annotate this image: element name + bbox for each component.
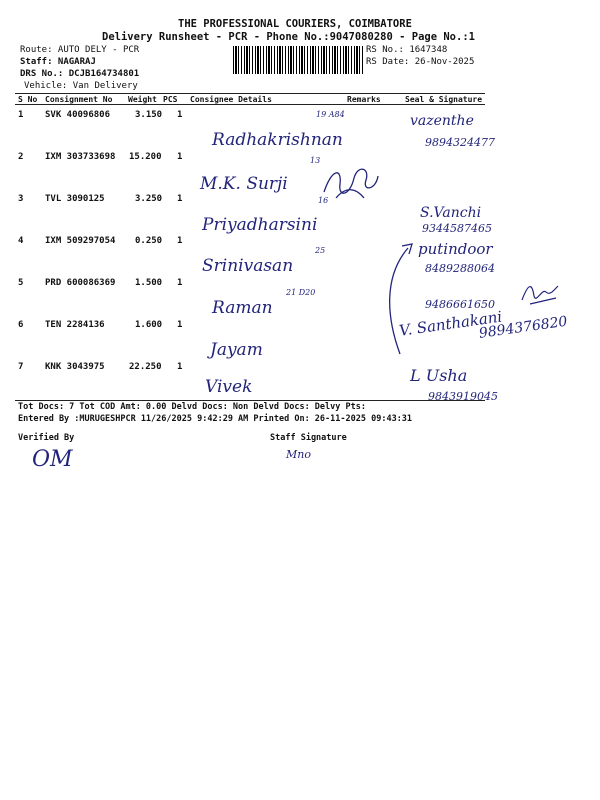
row-consignment: SVK 40096806 [45, 110, 111, 120]
staff-name: Staff: NAGARAJ [20, 57, 96, 67]
row-consignment: IXM 509297054 [45, 236, 116, 246]
row-weight: 22.250 [129, 362, 162, 372]
consignee-handwriting: M.K. Surji [200, 174, 288, 194]
phone-handwriting: 8489288064 [425, 262, 495, 275]
consignee-handwriting: Jayam [210, 340, 263, 360]
consignee-handwriting: Radhakrishnan [212, 130, 343, 150]
row-note: 25 [315, 246, 326, 255]
col-consignment: Consignment No [45, 95, 113, 104]
row-note: 13 [310, 156, 321, 165]
arrow-icon [380, 236, 420, 356]
row-weight: 1.500 [135, 278, 163, 288]
row-pcs: 1 [177, 110, 183, 120]
signature-handwriting: V. Santhakani [398, 307, 504, 340]
signature-handwriting: vazenthe [410, 113, 474, 129]
col-weight: Weight [128, 95, 157, 104]
row-sno: 4 [18, 236, 24, 246]
runsheet-subtitle: Delivery Runsheet - PCR - Phone No.:9047080280 - Page No.:1 [102, 31, 475, 43]
row-note: 16 [318, 196, 329, 205]
totals-line: Tot Docs: 7 Tot COD Amt: 0.00 Delvd Docs: Non Delvd Docs: Delvy Pts: [18, 402, 366, 412]
signature-scribble-icon [520, 278, 560, 308]
row-weight: 15.200 [129, 152, 162, 162]
phone-handwriting: 9894376820 [478, 313, 569, 342]
row-note: 21 D20 [286, 288, 316, 297]
row-sno: 7 [18, 362, 24, 372]
row-consignment: KNK 3043975 [45, 362, 105, 372]
row-note: 19 A84 [316, 110, 345, 119]
row-pcs: 1 [177, 278, 183, 288]
staff-signature-label: Staff Signature [270, 433, 347, 443]
row-sno: 6 [18, 320, 24, 330]
signature-handwriting: S.Vanchi [420, 205, 482, 221]
consignee-handwriting: Priyadharsini [202, 215, 318, 235]
row-sno: 3 [18, 194, 24, 204]
phone-handwriting: 9843919045 [428, 390, 498, 403]
row-consignment: IXM 303733698 [45, 152, 116, 162]
table-top-rule [15, 93, 485, 94]
row-consignment: PRD 600086369 [45, 278, 116, 288]
totals-rule [15, 400, 485, 401]
row-pcs: 1 [177, 362, 183, 372]
company-name: THE PROFESSIONAL COURIERS, COIMBATORE [178, 18, 412, 30]
entered-by-line: Entered By :MURUGESHPCR 11/26/2025 9:42:29 AM Printed On: 26-11-2025 09:43:31 [18, 414, 413, 424]
rs-number: RS No.: 1647348 [366, 45, 448, 55]
staff-signature: Mno [286, 448, 311, 461]
rs-date: RS Date: 26-Nov-2025 [366, 57, 475, 67]
route: Route: AUTO DELY - PCR [20, 45, 140, 55]
row-weight: 3.250 [135, 194, 163, 204]
row-sno: 5 [18, 278, 24, 288]
signature-handwriting: putindoor [418, 240, 493, 258]
col-consignee: Consignee Details [190, 95, 272, 104]
drs-number: DRS No.: DCJB164734801 [20, 69, 140, 79]
signature-handwriting: L Usha [410, 366, 468, 385]
row-sno: 1 [18, 110, 24, 120]
table-header-rule [15, 104, 485, 105]
phone-handwriting: 9894324477 [425, 136, 495, 149]
consignee-handwriting: Vivek [205, 377, 253, 397]
row-sno: 2 [18, 152, 24, 162]
row-pcs: 1 [177, 320, 183, 330]
phone-handwriting: 9486661650 [425, 298, 495, 311]
barcode [233, 46, 363, 74]
row-weight: 3.150 [135, 110, 163, 120]
row-consignment: TEN 2284136 [45, 320, 105, 330]
vehicle: Vehicle: Van Delivery [24, 81, 138, 91]
verifier-signature: OM [32, 447, 73, 472]
row-consignment: TVL 3090125 [45, 194, 105, 204]
col-seal: Seal & Signature [405, 95, 483, 104]
col-pcs: PCS [163, 95, 178, 104]
row-pcs: 1 [177, 152, 183, 162]
row-weight: 1.600 [135, 320, 163, 330]
row-pcs: 1 [177, 194, 183, 204]
phone-handwriting: 9344587465 [422, 222, 492, 235]
col-remarks: Remarks [347, 95, 381, 104]
consignee-handwriting: Raman [212, 298, 273, 318]
signature-scribble-icon [320, 162, 382, 202]
consignee-handwriting: Srinivasan [202, 256, 294, 276]
verified-by-label: Verified By [18, 433, 75, 443]
row-pcs: 1 [177, 236, 183, 246]
row-weight: 0.250 [135, 236, 163, 246]
col-sno: S No [18, 95, 38, 104]
